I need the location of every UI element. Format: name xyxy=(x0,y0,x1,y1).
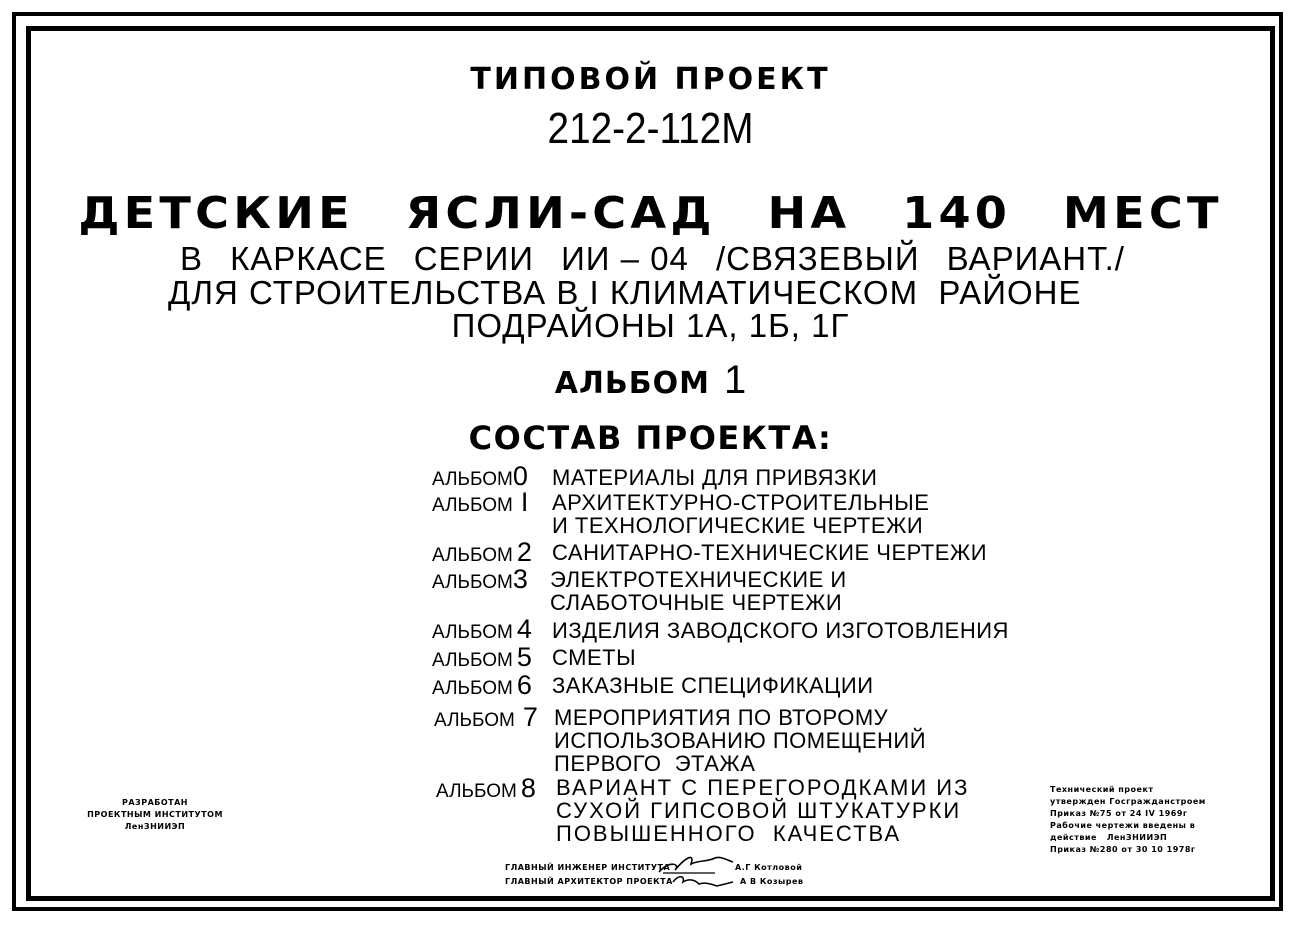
album-entry-label: АЛЬБОМ xyxy=(432,622,513,643)
approval-note xyxy=(1050,784,1220,856)
album-entry-7 xyxy=(434,702,538,733)
album-entry-3 xyxy=(432,564,528,595)
album-entry-number: 7 xyxy=(522,702,538,732)
subtitle-word: КАРКАСЕ xyxy=(230,240,387,277)
album-entry-description: МЕРОПРИЯТИЯ ПО ВТОРОМУ ИСПОЛЬЗОВАНИЮ ПОМЕЩЕНИЙ ПЕРВОГО ЭТАЖА xyxy=(554,705,927,776)
subtitle-word: ВАРИАНТ./ xyxy=(946,240,1125,277)
approval-line: Рабочие чертежи введены в xyxy=(1050,821,1196,830)
header-label: ТИПОВОЙ ПРОЕКТ xyxy=(470,62,831,97)
album-entry-description: САНИТАРНО-ТЕХНИЧЕСКИЕ ЧЕРТЕЖИ xyxy=(552,540,988,565)
album-entry-description: ЗАКАЗНЫЕ СПЕЦИФИКАЦИИ xyxy=(552,673,874,698)
main-title: ДЕТСКИЕ ЯСЛИ-САД НА 140 МЕСТ xyxy=(78,188,1223,239)
subtitle-line-2: ДЛЯ СТРОИТЕЛЬСТВА В I КЛИМАТИЧЕСКОМ РАЙОНЕ xyxy=(168,274,1082,311)
album-entry-label: АЛЬБОМ xyxy=(432,495,513,516)
album-entry-0 xyxy=(432,461,528,492)
album-entry-1 xyxy=(432,487,529,518)
album-entry-description: АРХИТЕКТУРНО-СТРОИТЕЛЬНЫЕ И ТЕХНОЛОГИЧЕСКИЕ ЧЕРТЕЖИ xyxy=(552,490,930,538)
approval-line: Приказ №75 от 24 IV 1969г xyxy=(1050,809,1188,818)
album-word: АЛЬБОМ xyxy=(554,366,710,401)
chief-architect-label: ГЛАВНЫЙ АРХИТЕКТОР ПРОЕКТА xyxy=(505,877,673,886)
album-entry-description: МАТЕРИАЛЫ ДЛЯ ПРИВЯЗКИ xyxy=(552,465,878,490)
album-entry-number: 6 xyxy=(516,670,532,700)
approval-line: утвержден Госгражданстроем xyxy=(1050,797,1206,806)
album-entry-label: АЛЬБОМ xyxy=(432,650,513,671)
album-entry-label: АЛЬБОМ xyxy=(432,572,513,593)
album-entry-6 xyxy=(432,670,532,701)
subtitle-line-3: ПОДРАЙОНЫ 1А, 1Б, 1Г xyxy=(451,307,850,344)
album-entry-description: ЭЛЕКТРОТЕХНИЧЕСКИЕ И СЛАБОТОЧНЫЕ ЧЕРТЕЖИ xyxy=(550,567,847,615)
subtitle-word: СЕРИИ xyxy=(413,240,535,277)
album-entry-description: СМЕТЫ xyxy=(552,645,637,670)
project-number: 212-2-112М xyxy=(547,104,754,153)
album-title xyxy=(0,358,1301,403)
album-entry-5 xyxy=(432,642,532,673)
developer-line: РАЗРАБОТАН xyxy=(121,798,189,807)
album-entry-label: АЛЬБОМ xyxy=(432,678,513,699)
album-entry-description: ВАРИАНТ С ПЕРЕГОРОДКАМИ ИЗ СУХОЙ ГИПСОВОЙ ШТУКАТУРКИ ПОВЫШЕННОГО КАЧЕСТВА xyxy=(556,775,970,846)
chief-engineer-label: ГЛАВНЫЙ ИНЖЕНЕР ИНСТИТУТА xyxy=(505,863,671,872)
developer-line: ПРОЕКТНЫМ ИНСТИТУТОМ xyxy=(87,810,223,819)
album-entry-number: 0 xyxy=(512,461,528,491)
album-entry-label: АЛЬБОМ xyxy=(434,710,515,731)
album-entry-number: I xyxy=(520,487,529,517)
album-entry-label: АЛЬБОМ xyxy=(432,469,513,490)
album-entry-number: 4 xyxy=(516,614,532,644)
album-entry-number: 5 xyxy=(516,642,532,672)
subtitle-line-1 xyxy=(180,240,1125,278)
album-entry-label: АЛЬБОМ xyxy=(432,545,513,566)
album-entry-8 xyxy=(436,773,536,804)
developer-line: ЛенЗНИИЭП xyxy=(124,822,186,831)
subtitle-word: ИИ – 04 xyxy=(561,240,689,277)
approval-line: Приказ №280 от 30 10 1978г xyxy=(1050,845,1196,854)
chief-engineer-name: А.Г Котловой xyxy=(735,863,803,872)
composition-heading: СОСТАВ ПРОЕКТА: xyxy=(468,419,833,457)
album-entry-4 xyxy=(432,614,532,645)
album-entry-number: 8 xyxy=(520,773,536,803)
album-entry-description: ИЗДЕЛИЯ ЗАВОДСКОГО ИЗГОТОВЛЕНИЯ xyxy=(552,618,1009,643)
subtitle-word: /СВЯЗЕВЫЙ xyxy=(715,240,920,277)
handwritten-signatures xyxy=(655,848,735,890)
album-entry-label: АЛЬБОМ xyxy=(436,781,517,802)
chief-architect-name: А В Козырев xyxy=(740,877,804,886)
approval-line: действие ЛенЗНИИЭП xyxy=(1050,833,1168,842)
album-entry-number: 2 xyxy=(516,537,532,567)
album-number: 1 xyxy=(723,358,747,402)
approval-line: Технический проект xyxy=(1050,785,1154,794)
album-entry-number: 3 xyxy=(512,564,528,594)
developer-note xyxy=(80,797,230,833)
subtitle-word: В xyxy=(180,240,204,277)
